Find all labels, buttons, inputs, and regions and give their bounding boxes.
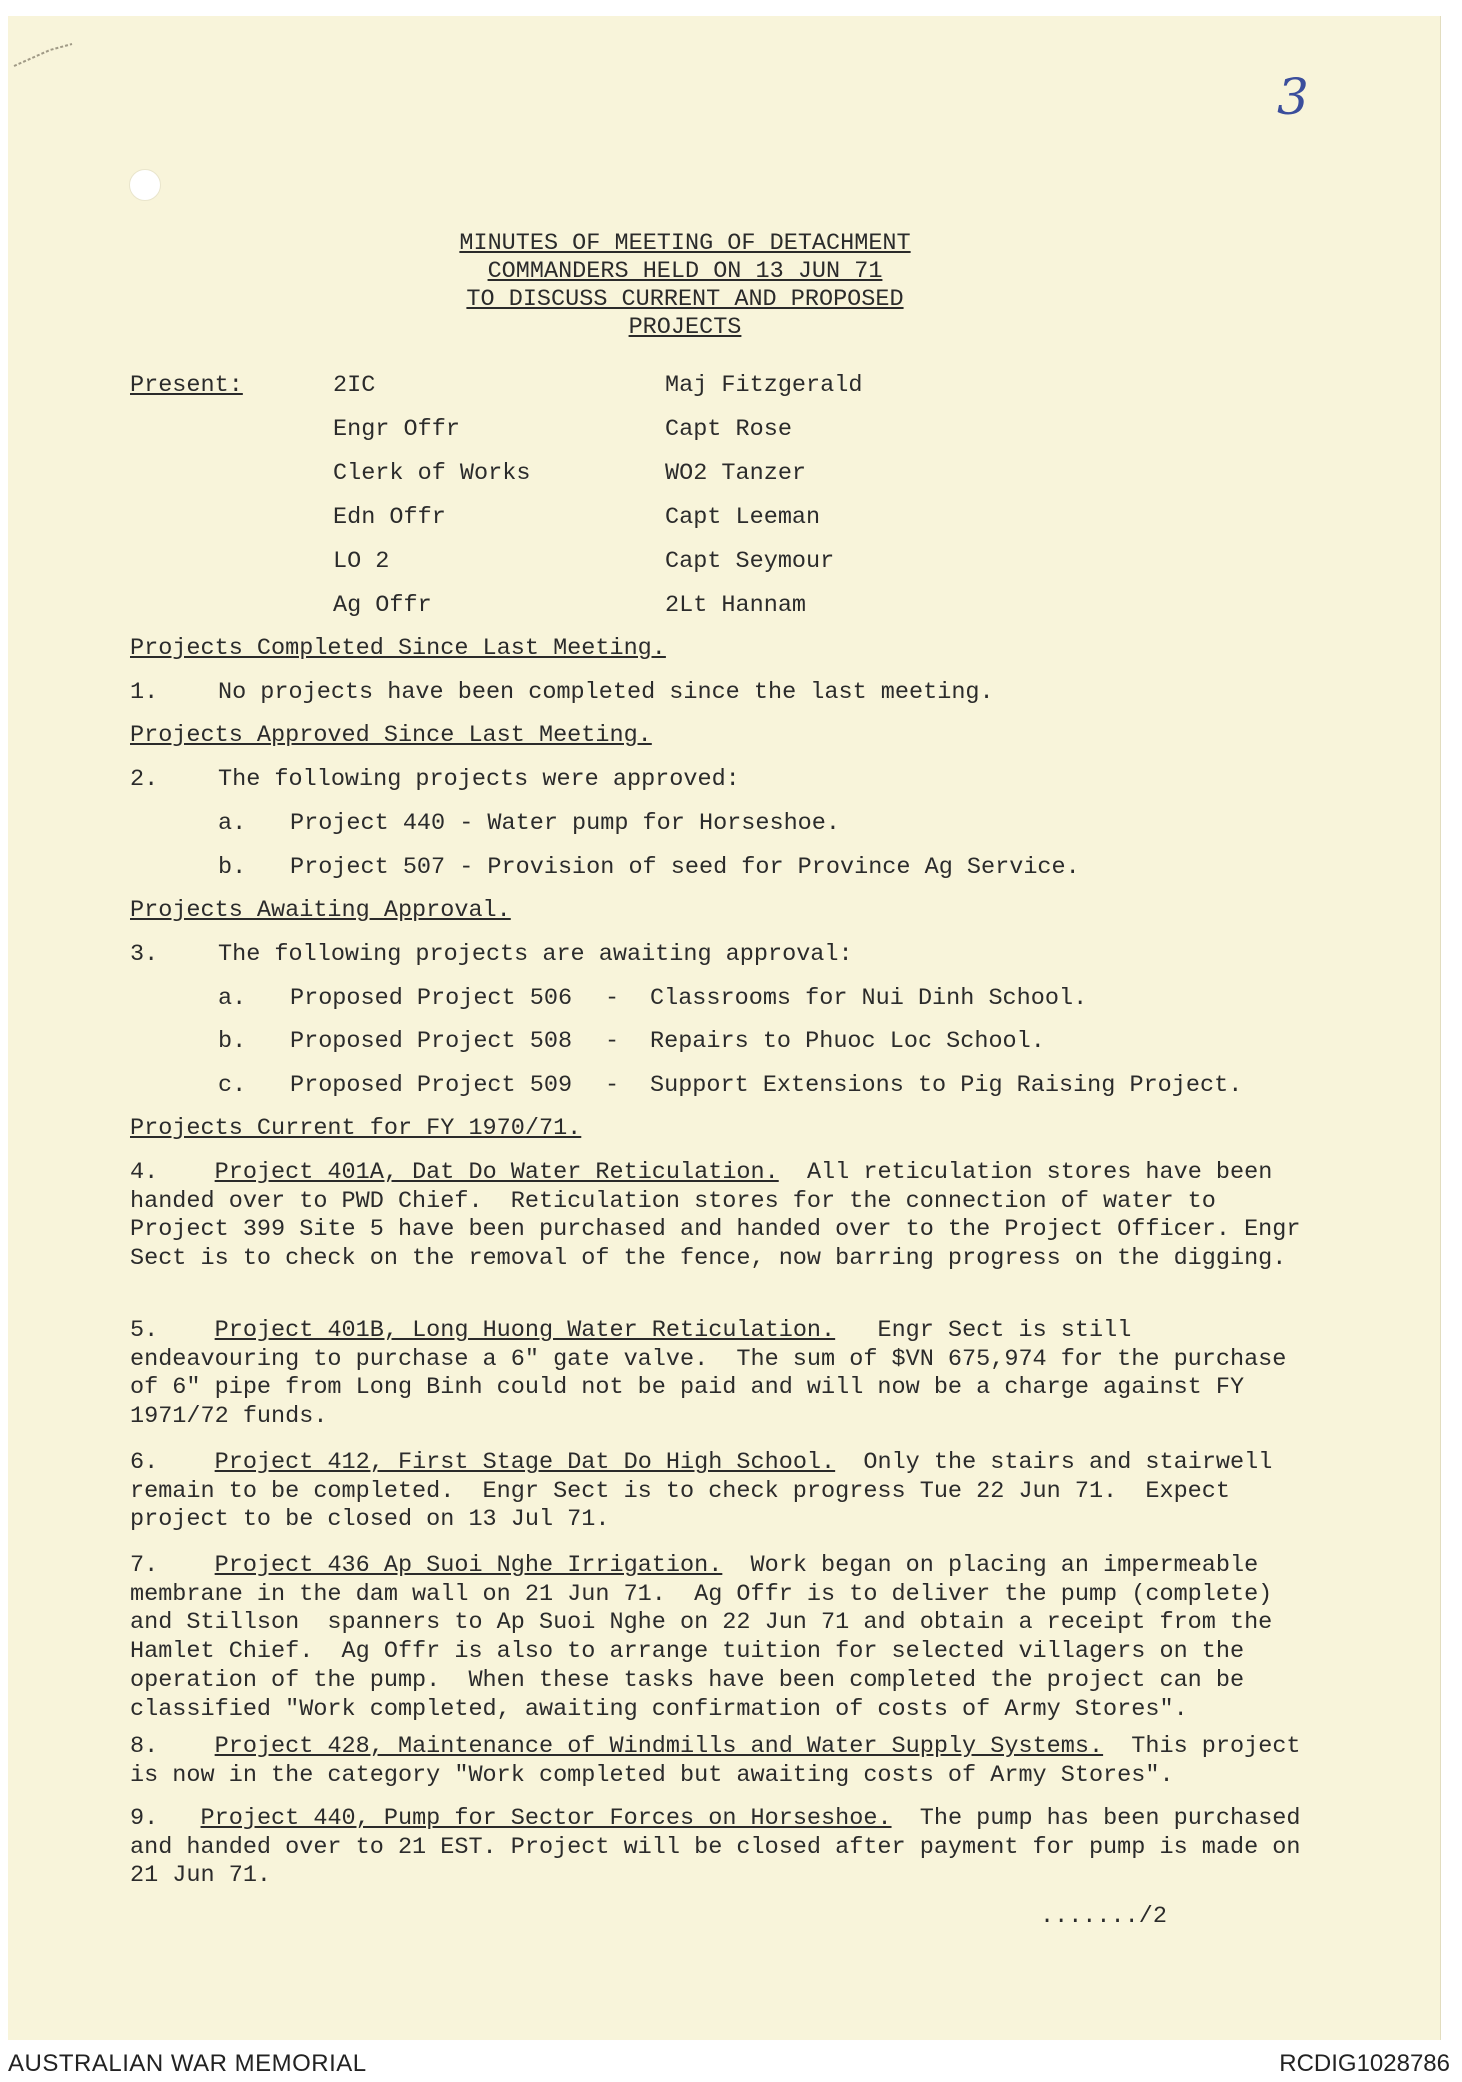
paragraph-body: This project is now in the category "Work completed but awaiting costs of Army Stores". [130, 1733, 1315, 1789]
paragraph-title: Project 440, Pump for Sector Forces on Horseshoe. [200, 1805, 892, 1832]
section-heading: Projects Completed Since Last Meeting. [130, 635, 666, 662]
paragraph [130, 1733, 1315, 1790]
present-role: Ag Offr [333, 592, 432, 619]
paragraph-title: Project 412, First Stage Dat Do High School. [214, 1449, 836, 1476]
paragraph-title: Project 428, Maintenance of Windmills and Water Supply Systems. [214, 1733, 1104, 1760]
item-letter: a. [218, 985, 247, 1012]
present-name: Capt Seymour [665, 548, 835, 575]
paragraph-number: 9. [130, 1805, 159, 1832]
present-name: WO2 Tanzer [665, 460, 807, 487]
item-letter: b. [218, 854, 247, 881]
paragraph-body: Work began on placing an impermeable membrane in the dam wall on 21 Jun 71. Ag Offr is to deliver the pump (complete) and Stillson spanners to Ap Suoi Nghe on 22 Jun 71 and obtain a receipt from the Hamlet Chief. Ag Offr is also to arrange tuition for selected villagers on the operation of the pump. When these tasks have been completed the project can be classified "Work completed, awaiting confirmation of costs of Army Stores". [130, 1552, 1287, 1723]
present-role: LO 2 [333, 548, 390, 575]
footer-source: AUSTRALIAN WAR MEMORIAL [8, 2050, 367, 2077]
present-name: Capt Leeman [665, 504, 821, 531]
item-letter: a. [218, 810, 247, 837]
footer [0, 2040, 1462, 2082]
title-line: PROJECTS [628, 314, 742, 341]
paragraph-title: Project 401B, Long Huong Water Reticulation. [214, 1317, 836, 1344]
present-role: Engr Offr [333, 416, 460, 443]
present-name: 2Lt Hannam [665, 592, 807, 619]
item-letter: b. [218, 1028, 247, 1055]
item-letter: c. [218, 1072, 247, 1099]
paragraph-number: 5. [130, 1317, 159, 1344]
paragraph-body: Only the stairs and stairwell remain to be completed. Engr Sect is to check progress Tue 22 Jun 71. Expect project to be closed on 13 Jul 71. [130, 1449, 1287, 1534]
section-heading: Projects Approved Since Last Meeting. [130, 722, 652, 749]
paragraph-title: Project 436 Ap Suoi Nghe Irrigation. [214, 1552, 723, 1579]
paragraph-number: 2. [130, 766, 159, 793]
paragraph [130, 1317, 1310, 1432]
handwritten-page-number: 3 [1277, 68, 1309, 126]
paragraph [130, 1449, 1310, 1535]
present-name: Capt Rose [665, 416, 792, 443]
document-title [0, 230, 1370, 342]
paragraph-body: The pump has been purchased and handed over to 21 EST. Project will be closed after payment for pump is made on 21 Jun 71. [130, 1805, 1315, 1890]
item-desc: Repairs to Phuoc Loc School. [650, 1028, 1045, 1055]
item-dash: - [605, 1072, 620, 1099]
present-name: Maj Fitzgerald [665, 372, 863, 399]
paragraph [130, 1805, 1315, 1891]
paragraph-number: 8. [130, 1733, 159, 1760]
present-role: Clerk of Works [333, 460, 531, 487]
paragraph-text: The following projects are awaiting approval: [218, 941, 853, 968]
paragraph-title: Project 401A, Dat Do Water Reticulation. [214, 1159, 779, 1186]
paragraph-number: 6. [130, 1449, 159, 1476]
item-dash: - [605, 985, 620, 1012]
paragraph-text: The following projects were approved: [218, 766, 740, 793]
item-text: Project 440 - Water pump for Horseshoe. [290, 810, 840, 837]
item-project: Proposed Project 509 [290, 1072, 573, 1099]
item-desc: Support Extensions to Pig Raising Project. [650, 1072, 1243, 1099]
present-role: 2IC [333, 372, 376, 399]
present-role: Edn Offr [333, 504, 446, 531]
paragraph-text: No projects have been completed since the last meeting. [218, 679, 994, 706]
item-text: Project 507 - Provision of seed for Province Ag Service. [290, 854, 1080, 881]
paragraph-body: Engr Sect is still endeavouring to purchase a 6" gate valve. The sum of $VN 675,974 for the purchase of 6" pipe from Long Binh could not be paid and will now be a charge against FY 1971/72 funds. [130, 1317, 1301, 1431]
title-line: TO DISCUSS CURRENT AND PROPOSED [466, 286, 904, 313]
section-heading: Projects Current for FY 1970/71. [130, 1115, 582, 1142]
paragraph-number: 7. [130, 1552, 159, 1579]
continuation-mark: ......./2 [1040, 1903, 1167, 1930]
paragraph [130, 1552, 1310, 1724]
item-dash: - [605, 1028, 620, 1055]
item-project: Proposed Project 508 [290, 1028, 573, 1055]
present-label: Present: [130, 372, 243, 399]
paragraph-number: 1. [130, 679, 159, 706]
paragraph [130, 1159, 1315, 1274]
footer-id: RCDIG1028786 [1279, 2050, 1450, 2077]
item-desc: Classrooms for Nui Dinh School. [650, 985, 1088, 1012]
pencil-mark [12, 40, 82, 70]
title-line: COMMANDERS HELD ON 13 JUN 71 [487, 258, 883, 285]
section-heading: Projects Awaiting Approval. [130, 897, 511, 924]
title-line: MINUTES OF MEETING OF DETACHMENT [459, 230, 911, 257]
paragraph-number: 3. [130, 941, 159, 968]
paragraph-body: All reticulation stores have been handed over to PWD Chief. Reticulation stores for the connection of water to Project 399 Site 5 have been purchased and handed over to the Project Officer. Engr Sect is to check on the removal of the fence, now barring progress on the digging. [130, 1159, 1315, 1273]
punch-hole [129, 169, 161, 201]
paragraph-number: 4. [130, 1159, 159, 1186]
item-project: Proposed Project 506 [290, 985, 573, 1012]
